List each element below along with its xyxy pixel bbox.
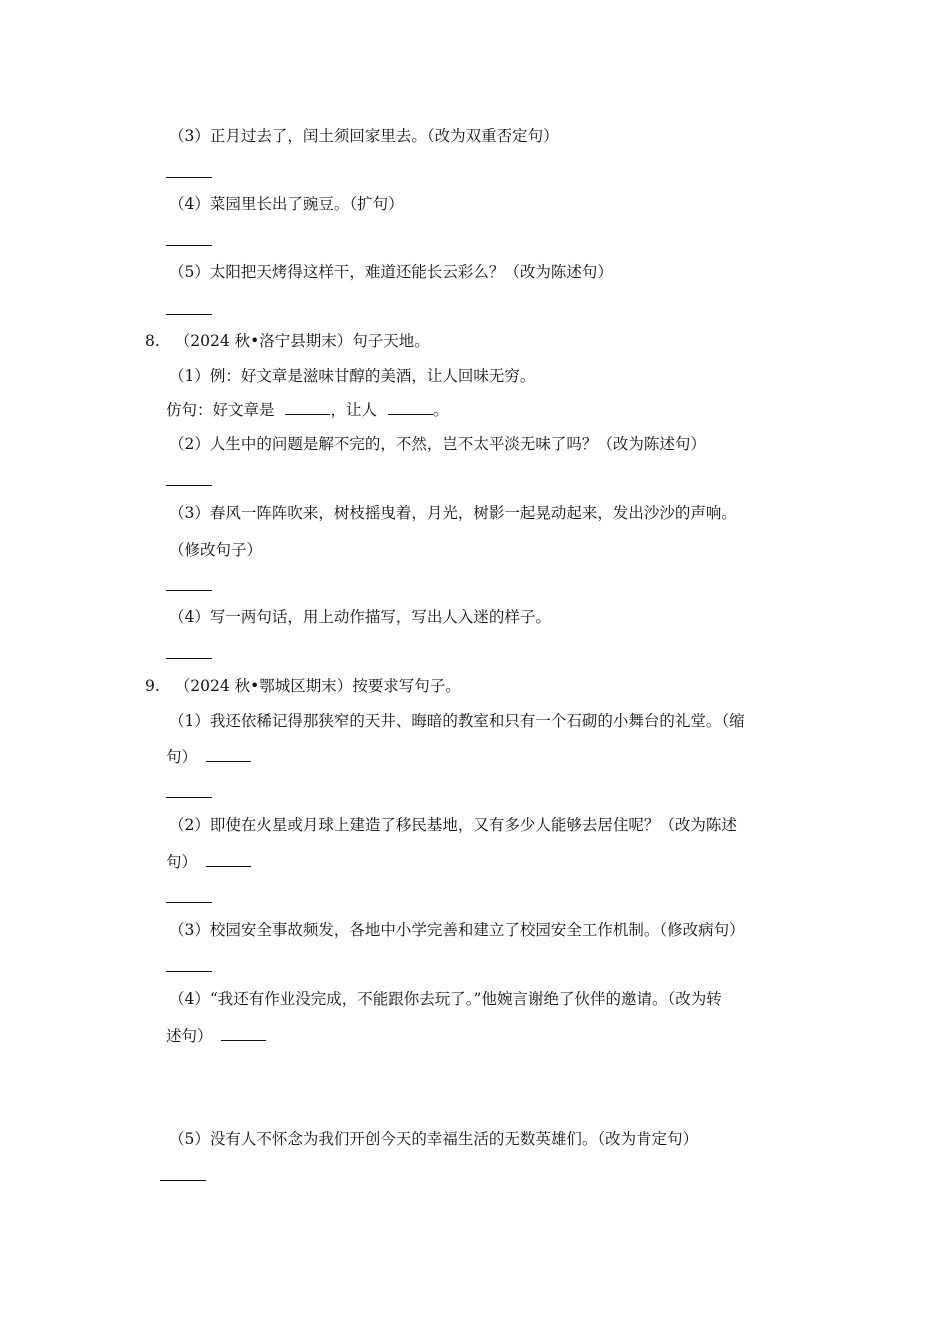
q9-item-4-line-1: （4）“我还有作业没完成，不能跟你去玩了。”他婉言谢绝了伙伴的邀请。（改为转	[169, 990, 722, 1008]
q9-item-1-line-2	[166, 747, 251, 767]
q9-item-1-inline-blank[interactable]	[206, 747, 251, 762]
q8-header	[145, 331, 430, 351]
q8-imitate-suffix: 。	[432, 401, 449, 419]
q8-item-1-imitate	[166, 400, 448, 420]
q7-item-3-answer-blank[interactable]	[166, 177, 212, 178]
q8-item-3-answer-blank[interactable]	[166, 590, 212, 591]
q9-item-1-answer-blank[interactable]	[166, 797, 212, 798]
q9-title: （2024 秋•鄂城区期末）按要求写句子。	[174, 677, 461, 695]
q8-item-3-line-1: （3）春风一阵阵吹来，树枝摇曳着，月光，树影一起晃动起来，发出沙沙的声响。	[169, 504, 737, 522]
q9-item-5: （5）没有人不怀念为我们开创今天的幸福生活的无数英雄们。（改为肯定句）	[169, 1130, 699, 1148]
q9-item-2-answer-blank[interactable]	[166, 902, 212, 903]
q9-item-3: （3）校园安全事故频发，各地中小学完善和建立了校园安全工作机制。（修改病句）	[169, 921, 745, 939]
q8-number: 8.	[145, 332, 160, 350]
q9-item-1-line-2-text: 句）	[166, 748, 198, 766]
q9-item-4-line-2-text: 述句）	[166, 1027, 213, 1045]
q8-item-2-answer-blank[interactable]	[166, 485, 212, 486]
q9-item-4-inline-blank[interactable]	[221, 1026, 266, 1041]
q9-item-3-answer-blank[interactable]	[166, 971, 212, 972]
q9-item-2-line-1: （2）即使在火星或月球上建造了移民基地，又有多少人能够去居住呢？（改为陈述	[169, 816, 737, 834]
q7-item-4: （4）菜园里长出了豌豆。（扩句）	[169, 195, 404, 213]
q9-item-2-line-2-text: 句）	[166, 853, 198, 871]
q9-header	[145, 676, 461, 696]
q7-item-5: （5）太阳把天烤得这样干，难道还能长云彩么？（改为陈述句）	[169, 263, 613, 281]
q9-item-4-line-2	[166, 1026, 266, 1046]
q8-title: （2024 秋•洛宁县期末）句子天地。	[174, 332, 430, 350]
q8-imitate-blank-2[interactable]	[388, 400, 433, 415]
q9-item-1-line-1: （1）我还依稀记得那狭窄的天井、晦暗的教室和只有一个石砌的小舞台的礼堂。（缩	[169, 712, 745, 730]
q8-item-3-line-2: （修改句子）	[169, 541, 263, 559]
q8-item-4: （4）写一两句话，用上动作描写，写出人入迷的样子。	[169, 608, 551, 626]
q9-number: 9.	[145, 677, 160, 695]
q8-imitate-blank-1[interactable]	[285, 400, 330, 415]
q7-item-4-answer-blank[interactable]	[166, 245, 212, 246]
q8-item-4-answer-blank[interactable]	[166, 658, 212, 659]
q8-imitate-prefix: 仿句：好文章是	[166, 401, 275, 419]
q9-item-5-answer-blank[interactable]	[160, 1180, 206, 1181]
q9-item-2-line-2	[166, 852, 251, 872]
q7-item-5-answer-blank[interactable]	[166, 314, 212, 315]
q8-item-2: （2）人生中的问题是解不完的，不然，岂不太平淡无味了吗？（改为陈述句）	[169, 435, 706, 453]
q8-item-1-example: （1）例：好文章是滋味甘醇的美酒，让人回味无穷。	[169, 367, 536, 385]
q9-item-2-inline-blank[interactable]	[206, 852, 251, 867]
q7-item-3: （3）正月过去了，闰土须回家里去。（改为双重否定句）	[169, 127, 559, 145]
q8-imitate-middle: ，让人	[330, 401, 377, 419]
